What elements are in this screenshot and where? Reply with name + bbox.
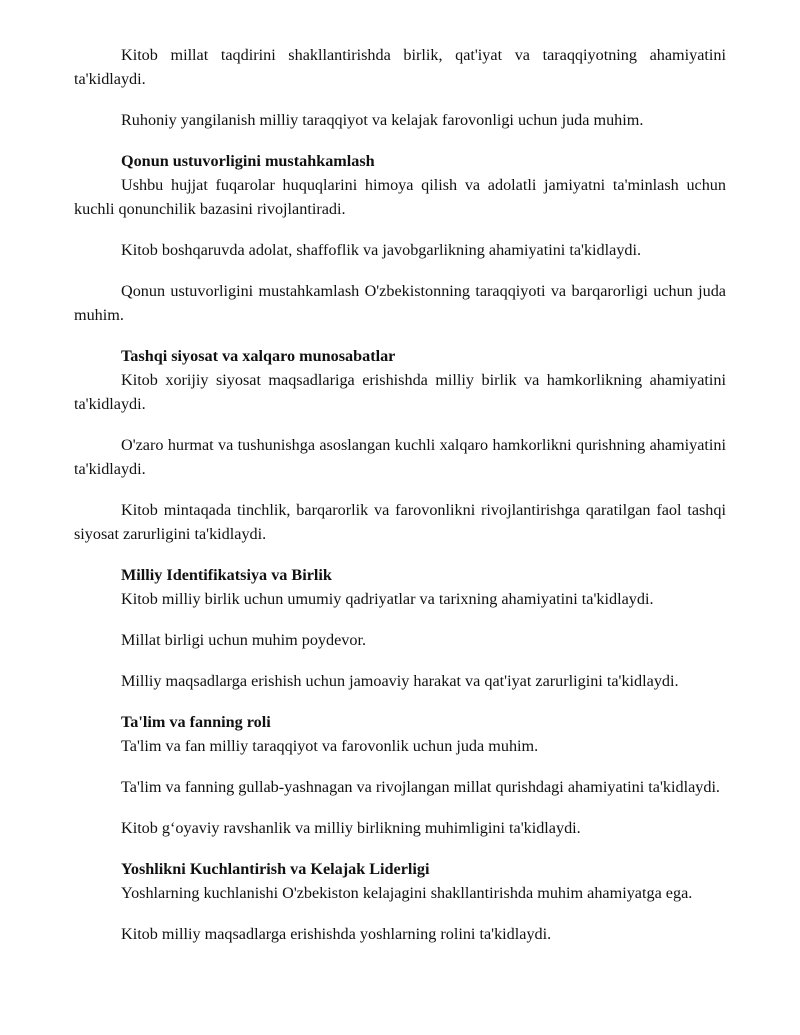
paragraph: Millat birligi uchun muhim poydevor.: [121, 631, 367, 649]
paragraph: Milliy maqsadlarga erishish uchun jamoaviy harakat va qat'iyat zarurligini ta'kidlaydi.: [121, 672, 679, 690]
section-heading: Milliy Identifikatsiya va Birlik: [121, 566, 332, 584]
paragraph: Kitob milliy maqsadlarga erishishda yoshlarning rolini ta'kidlaydi.: [121, 925, 552, 943]
paragraph: Ta'lim va fanning gullab-yashnagan va rivojlangan millat qurishdagi ahamiyatini ta'kidlaydi.: [121, 778, 720, 796]
section-national-identity: [74, 563, 726, 693]
paragraph: Ta'lim va fan milliy taraqqiyot va farovonlik uchun juda muhim.: [121, 737, 539, 755]
section-heading: Tashqi siyosat va xalqaro munosabatlar: [121, 347, 396, 365]
section-foreign-policy: [74, 344, 726, 546]
section-heading: Qonun ustuvorligini mustahkamlash: [121, 152, 375, 170]
paragraph: Yoshlarning kuchlanishi O'zbekiston kelajagini shakllantirishda muhim ahamiyatga ega.: [121, 884, 693, 902]
paragraph: Ushbu hujjat fuqarolar huquqlarini himoya qilish va adolatli jamiyatni ta'minlash uchun kuchli qonunchilik bazasini rivojlantiradi.: [74, 176, 726, 218]
paragraph: Kitob milliy birlik uchun umumiy qadriyatlar va tarixning ahamiyatini ta'kidlaydi.: [121, 590, 654, 608]
section-education-science: [74, 710, 726, 840]
paragraph: O'zaro hurmat va tushunishga asoslangan kuchli xalqaro hamkorlikni qurishning ahamiyatini ta'kidlaydi.: [74, 436, 726, 478]
paragraph: Kitob xorijiy siyosat maqsadlariga erishishda milliy birlik va hamkorlikning ahamiyatini ta'kidlaydi.: [74, 371, 726, 413]
section-heading: Ta'lim va fanning roli: [121, 713, 271, 731]
section-heading: Yoshlikni Kuchlantirish va Kelajak Liderligi: [121, 860, 430, 878]
paragraph: Kitob mintaqada tinchlik, barqarorlik va farovonlikni rivojlantirishga qaratilgan faol tashqi siyosat zarurligini ta'kidlaydi.: [74, 501, 726, 543]
section-rule-of-law: [74, 149, 726, 327]
paragraph: Qonun ustuvorligini mustahkamlash O'zbekistonning taraqqiyoti va barqarorligi uchun juda muhim.: [74, 282, 726, 324]
paragraph: Kitob millat taqdirini shakllantirishda birlik, qat'iyat va taraqqiyotning ahamiyatini ta'kidlaydi.: [74, 46, 726, 88]
section-youth-leadership: [74, 857, 726, 946]
paragraph: Kitob g‘oyaviy ravshanlik va milliy birlikning muhimligini ta'kidlaydi.: [121, 819, 581, 837]
paragraph: Ruhoniy yangilanish milliy taraqqiyot va kelajak farovonligi uchun juda muhim.: [121, 111, 644, 129]
paragraph: Kitob boshqaruvda adolat, shaffoflik va javobgarlikning ahamiyatini ta'kidlaydi.: [121, 241, 642, 259]
document-page: [74, 43, 726, 946]
